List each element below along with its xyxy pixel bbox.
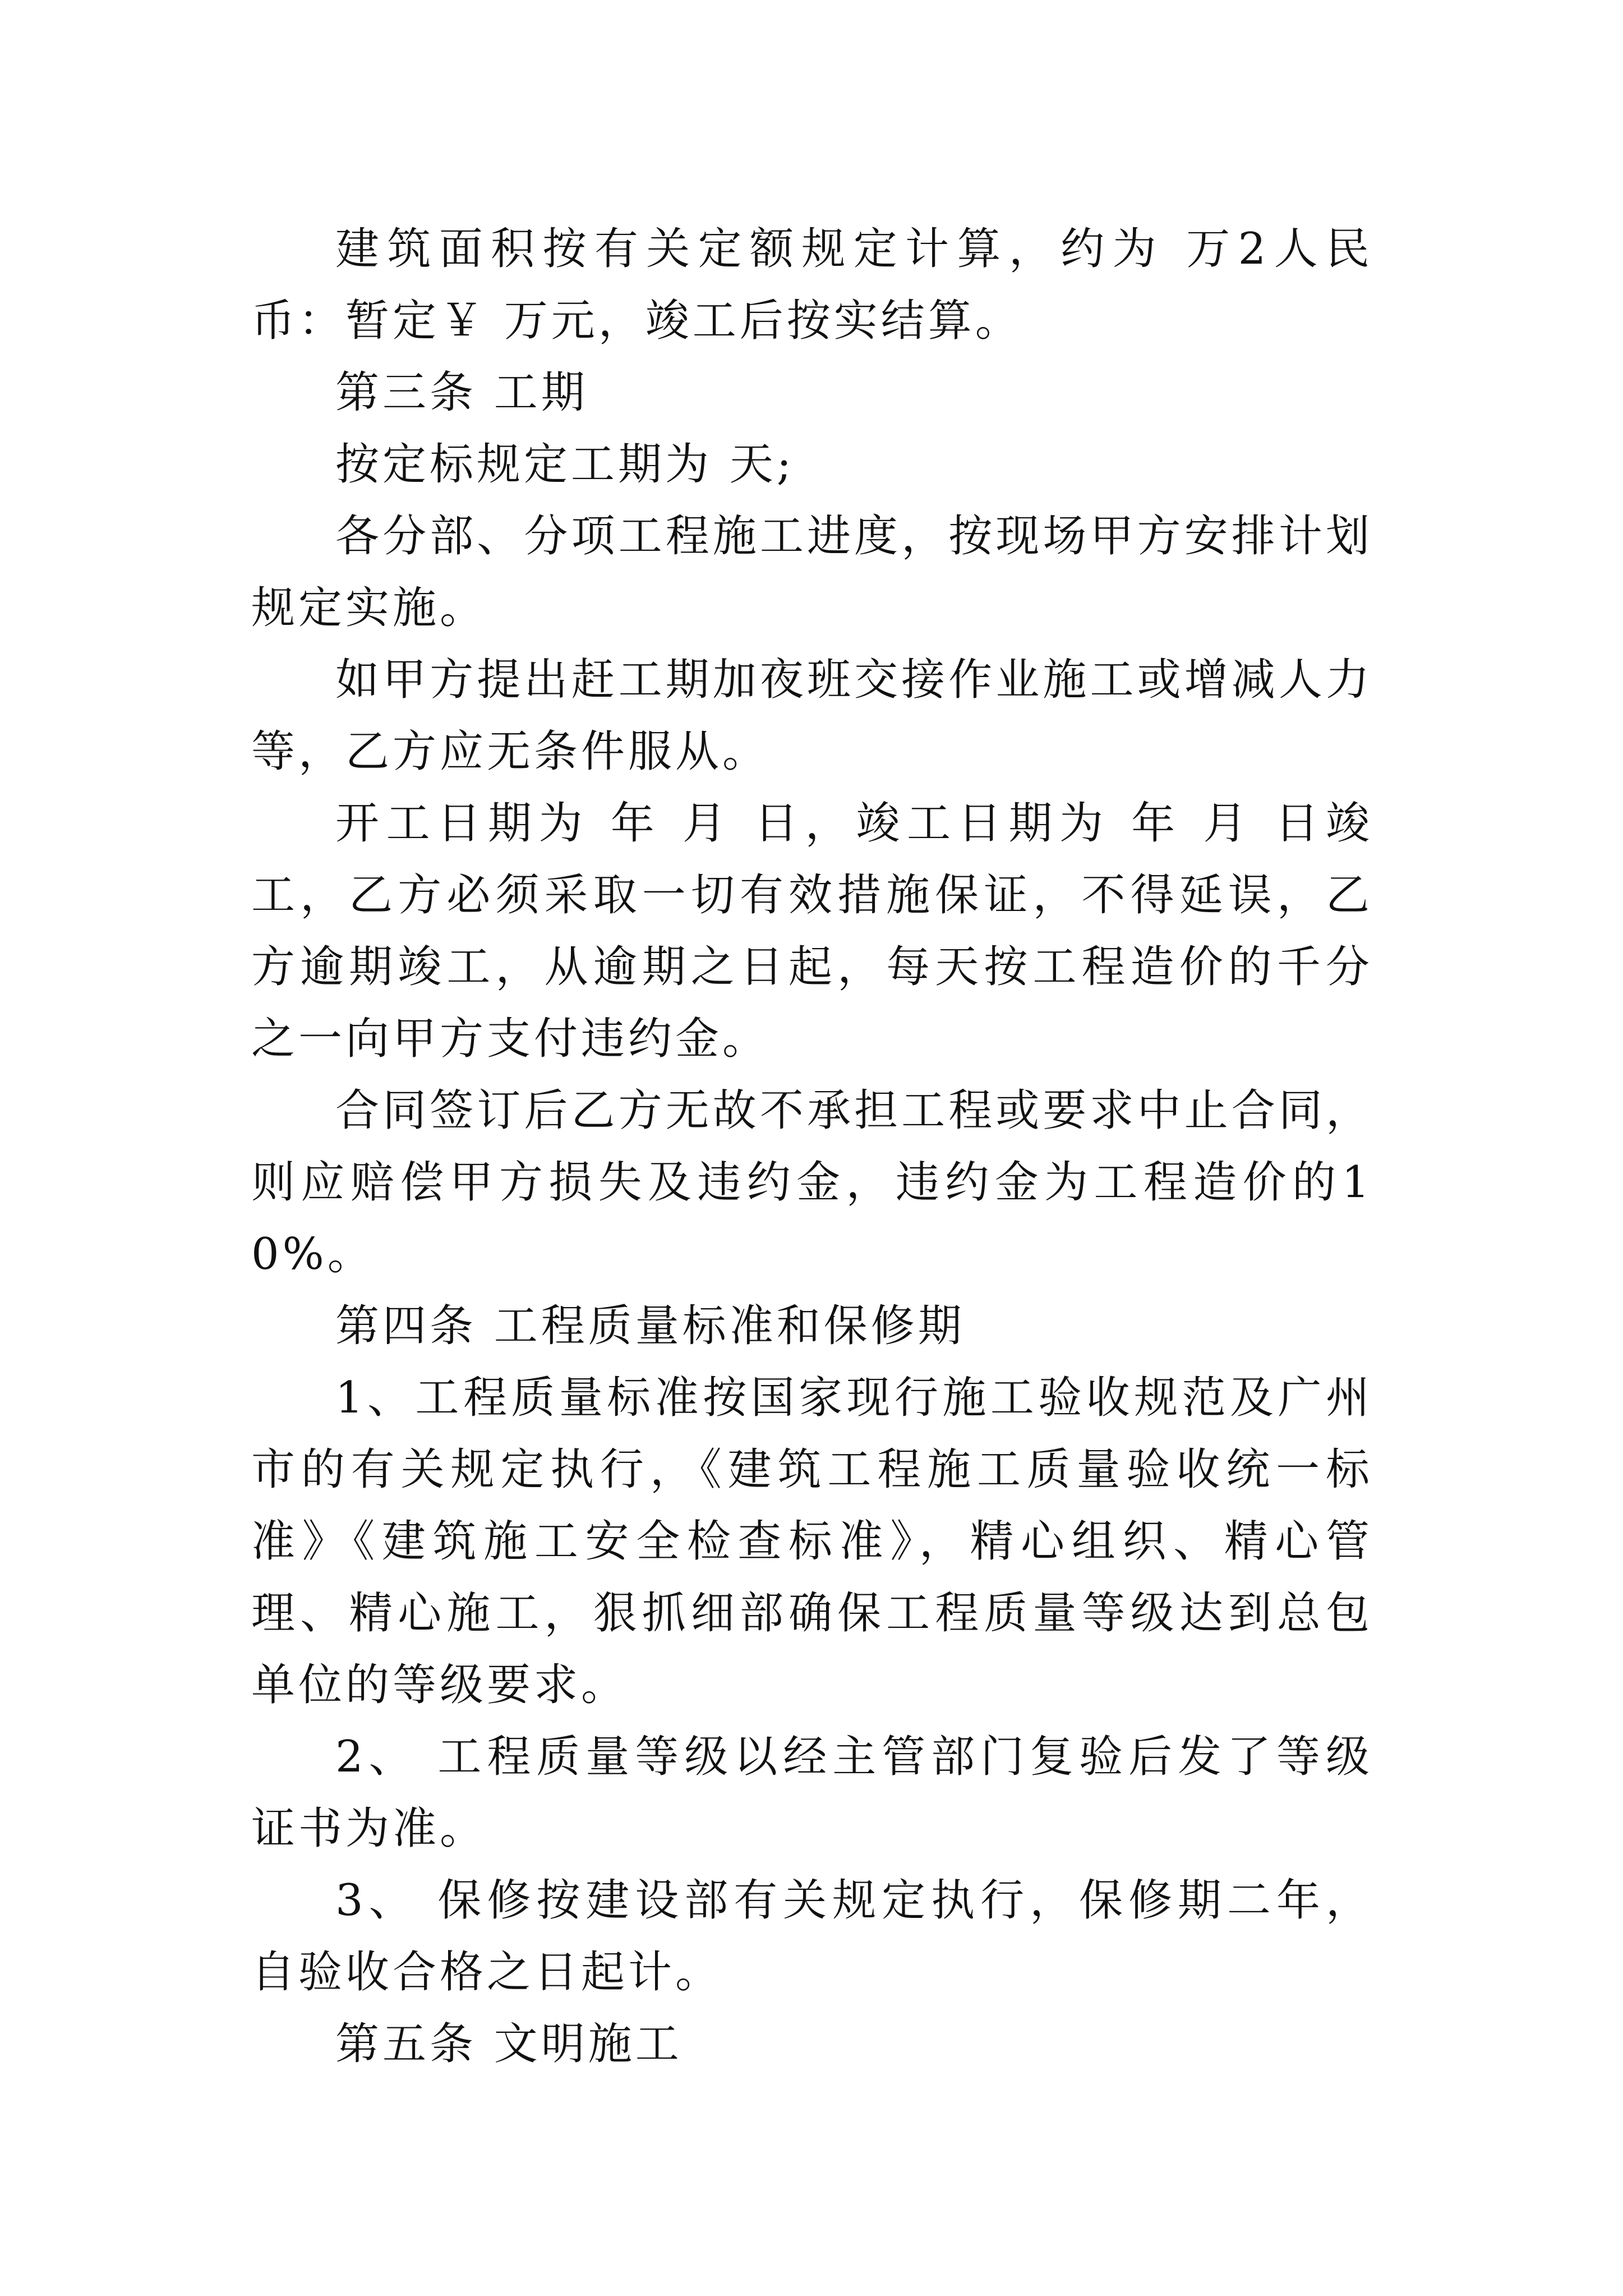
paragraph-warranty: 3、 保修按建设部有关规定执行，保修期二年，自验收合格之日起计。	[251, 1875, 1373, 1998]
paragraph-breach: 合同签订后乙方无故不承担工程或要求中止合同，则应赔偿甲方损失及违约金，违约金为工程造价的10%。	[251, 1085, 1373, 1280]
paragraph-quality-grade: 2、 工程质量等级以经主管部门复验后发了等级证书为准。	[251, 1732, 1373, 1854]
paragraph-start-end-dates: 开工日期为 年 月 日，竣工日期为 年 月 日竣工，乙方必须采取一切有效措施保证，不得延误，乙方逾期竣工，从逾期之日起，每天按工程造价的千分之一向甲方支付违约金。	[251, 798, 1373, 1064]
document-body	[251, 213, 1373, 2080]
article-5-heading: 第五条 文明施工	[335, 2019, 683, 2069]
paragraph-progress: 各分部、分项工程施工进度，按现场甲方安排计划规定实施。	[251, 511, 1373, 633]
paragraph-quality-standard: 1、工程质量标准按国家现行施工验收规范及广州市的有关规定执行，《建筑工程施工质量验收统一标准》《建筑施工安全检查标准》，精心组织、精心管理、精心施工，狠抓细部确保工程质量等级达到总包单位的等级要求。	[251, 1373, 1373, 1710]
paragraph-area-price: 建筑面积按有关定额规定计算，约为 万2人民币：暂定￥ 万元，竣工后按实结算。	[251, 224, 1373, 346]
article-4-heading: 第四条 工程质量标准和保修期	[335, 1301, 965, 1351]
paragraph-duration: 按定标规定工期为 天;	[335, 439, 795, 490]
article-3-heading: 第三条 工期	[335, 367, 588, 418]
paragraph-overtime: 如甲方提出赶工期加夜班交接作业施工或增减人力等，乙方应无条件服从。	[251, 655, 1373, 777]
